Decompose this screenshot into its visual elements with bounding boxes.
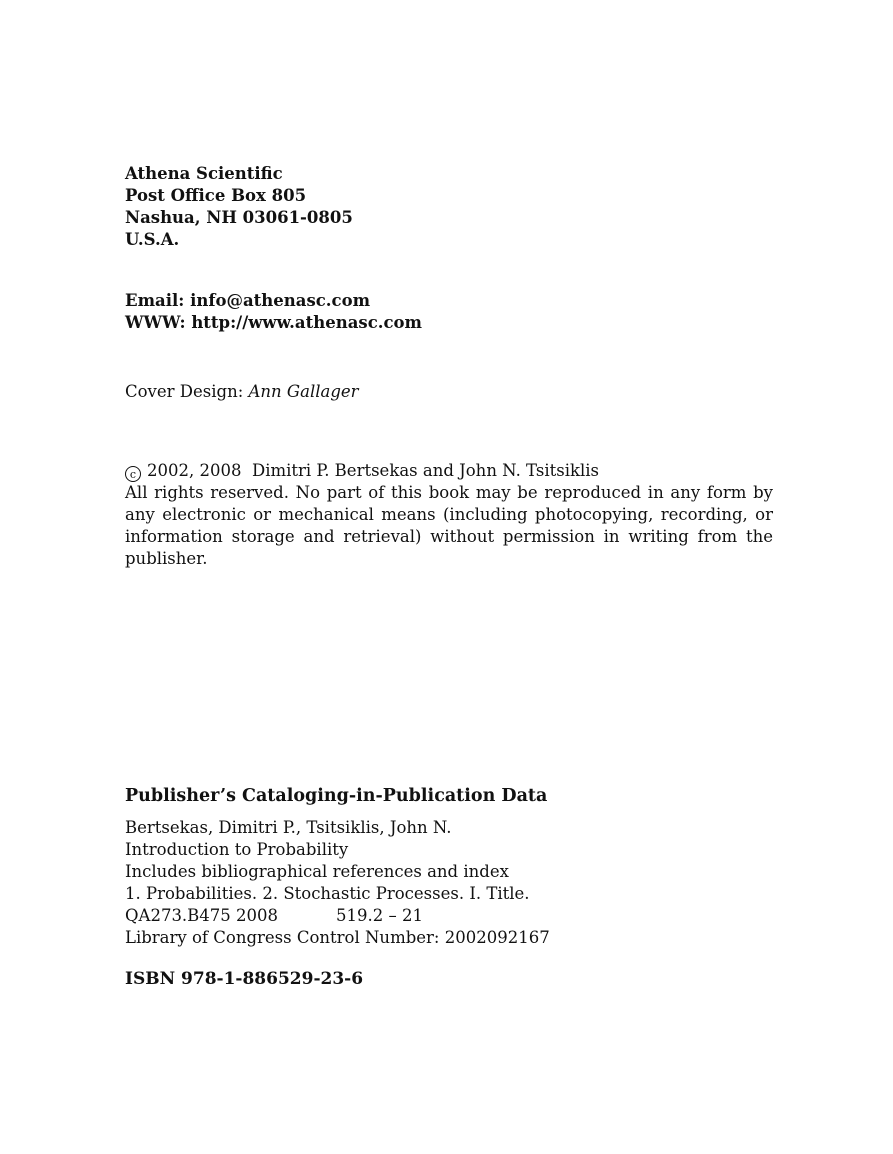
cip-classification <box>125 905 785 927</box>
address-line-2: Nashua, NH 03061-0805 <box>125 208 353 227</box>
email-label: Email: <box>125 291 185 310</box>
cip-dewey: 519.2 – 21 <box>336 906 424 925</box>
cip-data <box>125 784 785 949</box>
www-link[interactable]: http://www.athenasc.com <box>191 313 423 332</box>
cover-credit <box>125 381 785 403</box>
copyright-icon: c <box>125 466 141 482</box>
email-line <box>125 290 785 312</box>
address-line-1: Post Office Box 805 <box>125 186 307 205</box>
cip-subjects: 1. Probabilities. 2. Stochastic Processes. I. Title. <box>125 884 530 903</box>
email-address[interactable]: info@athenasc.com <box>190 291 371 310</box>
copyright-holders: 2002, 2008 Dimitri P. Bertsekas and John N. Tsitsiklis <box>147 461 600 480</box>
address-country: U.S.A. <box>125 230 180 249</box>
www-label: WWW: <box>125 313 186 332</box>
www-line <box>125 312 785 334</box>
cip-lccn: Library of Congress Control Number: 2002092167 <box>125 928 550 947</box>
rights-statement: All rights reserved. No part of this book may be reproduced in any form by any electronic or mechanical means (including photocopying, recording, or information storage and retrieval) without permission in writing from the publisher. <box>125 483 773 568</box>
contact-info <box>125 290 785 334</box>
cip-authors: Bertsekas, Dimitri P., Tsitsiklis, John N. <box>125 818 452 837</box>
publisher-name: Athena Scientific <box>125 164 283 183</box>
cover-design-label: Cover Design: <box>125 382 244 401</box>
cip-heading: Publisher’s Cataloging-in-Publication Data <box>125 786 548 806</box>
copyright-notice <box>125 460 785 570</box>
copyright-line <box>125 460 785 482</box>
cip-includes: Includes bibliographical references and index <box>125 862 509 881</box>
cover-designer-name: Ann Gallager <box>248 382 359 401</box>
isbn: ISBN 978-1-886529-23-6 <box>125 969 364 989</box>
publisher-address <box>125 163 785 251</box>
cip-call-number: QA273.B475 2008 <box>125 906 279 925</box>
isbn-block <box>125 967 785 991</box>
cip-title: Introduction to Probability <box>125 840 349 859</box>
